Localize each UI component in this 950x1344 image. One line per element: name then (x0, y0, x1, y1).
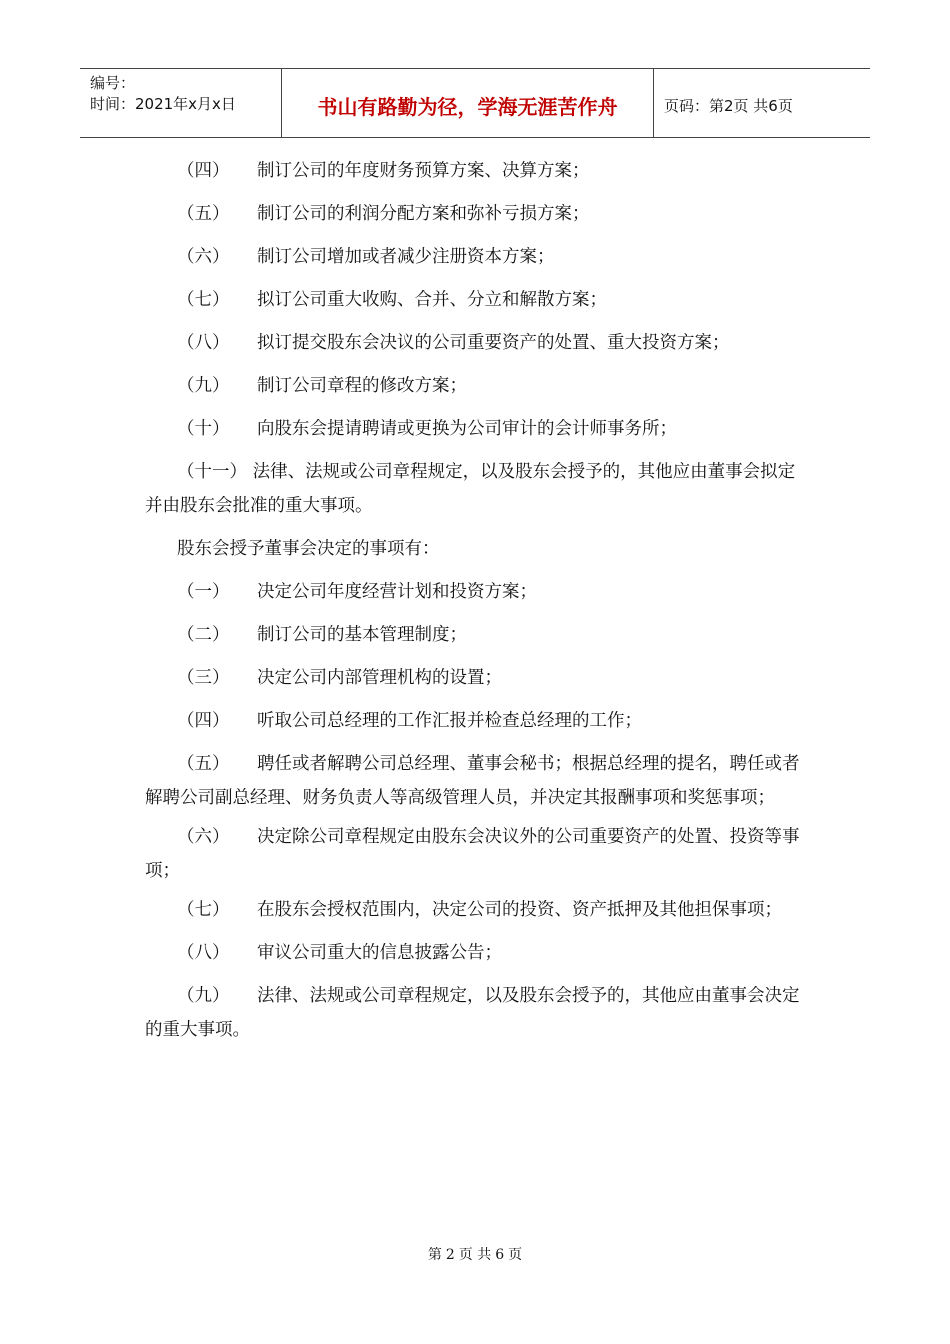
clause-number: （五） (177, 754, 230, 774)
clause-paragraph (145, 365, 810, 408)
clause-number: （十一） (177, 462, 247, 482)
clause-text: 向股东会提请聘请或更换为公司审计的会计师事务所； (257, 419, 677, 439)
clause-paragraph (145, 279, 810, 322)
clause-paragraph (145, 571, 810, 614)
clause-text: 拟订公司重大收购、合并、分立和解散方案； (257, 290, 607, 310)
clause-number: （七） (177, 900, 230, 920)
clause-text: 制订公司增加或者减少注册资本方案； (257, 247, 555, 267)
clause-paragraph (145, 747, 810, 815)
page-footer (0, 1244, 950, 1264)
clause-paragraph (145, 193, 810, 236)
clause-paragraph (145, 820, 810, 888)
clause-number: （八） (177, 943, 230, 963)
clause-text: 拟订提交股东会决议的公司重要资产的处置、重大投资方案； (257, 333, 730, 353)
clause-text: 聘任或者解聘公司总经理、董事会秘书；根据总经理的提名，聘任或者解聘公司副总经理、财务负责人等高级管理人员，并决定其报酬事项和奖惩事项； (145, 754, 800, 808)
clause-number: （九） (177, 376, 230, 396)
clause-text: 听取公司总经理的工作汇报并检查总经理的工作； (257, 711, 642, 731)
clause-text: 法律、法规或公司章程规定，以及股东会授予的，其他应由董事会决定的重大事项。 (145, 986, 800, 1040)
clause-number: （三） (177, 668, 230, 688)
clause-number: （六） (177, 827, 230, 847)
clause-text: 制订公司章程的修改方案； (257, 376, 467, 396)
clause-paragraph (145, 236, 810, 279)
header-page-info: 页码：第2页 共6页 (664, 96, 793, 115)
clause-number: （二） (177, 625, 230, 645)
page-header (80, 68, 870, 138)
clause-text: 制订公司的基本管理制度； (257, 625, 467, 645)
footer-mid: 页 共 (458, 1247, 492, 1263)
clause-number: （八） (177, 333, 230, 353)
clause-paragraph (145, 979, 810, 1047)
clause-text: 决定除公司章程规定由股东会决议外的公司重要资产的处置、投资等事项； (145, 827, 800, 881)
clause-number: （六） (177, 247, 230, 267)
clause-text: 决定公司内部管理机构的设置； (257, 668, 502, 688)
header-meta (80, 69, 282, 137)
clause-number: （五） (177, 204, 230, 224)
clause-paragraph (145, 150, 810, 193)
clause-number: （十） (177, 419, 230, 439)
footer-prefix: 第 (427, 1247, 442, 1263)
clause-paragraph (145, 657, 810, 700)
clause-text: 审议公司重大的信息披露公告； (257, 943, 502, 963)
clause-paragraph (145, 932, 810, 975)
clause-paragraph (145, 455, 810, 523)
footer-page-number: 2 (445, 1247, 455, 1263)
document-body (145, 150, 810, 1052)
clause-paragraph (145, 322, 810, 365)
footer-total-pages: 6 (495, 1247, 505, 1263)
clause-text: 在股东会授权范围内，决定公司的投资、资产抵押及其他担保事项； (257, 900, 782, 920)
clause-text: 决定公司年度经营计划和投资方案； (257, 582, 537, 602)
clause-number: （九） (177, 986, 230, 1006)
document-time-label: 时间：2021年x月x日 (90, 95, 236, 113)
header-motto: 书山有路勤为径，学海无涯苦作舟 (282, 69, 654, 137)
clause-text: 制订公司的利润分配方案和弥补亏损方案； (257, 204, 590, 224)
clause-paragraph (145, 614, 810, 657)
document-number-label: 编号： (90, 74, 136, 92)
clause-number: （四） (177, 161, 230, 181)
clause-paragraph (145, 408, 810, 451)
section-intro (145, 528, 810, 571)
section-intro-text: 股东会授予董事会决定的事项有： (177, 539, 440, 559)
clause-paragraph (145, 893, 810, 927)
clause-number: （四） (177, 711, 230, 731)
clause-number: （七） (177, 290, 230, 310)
clause-text: 法律、法规或公司章程规定，以及股东会授予的，其他应由董事会拟定并由股东会批准的重大事项。 (145, 462, 796, 516)
clause-number: （一） (177, 582, 230, 602)
clause-text: 制订公司的年度财务预算方案、决算方案； (257, 161, 590, 181)
clause-paragraph (145, 700, 810, 743)
footer-suffix: 页 (508, 1247, 523, 1263)
